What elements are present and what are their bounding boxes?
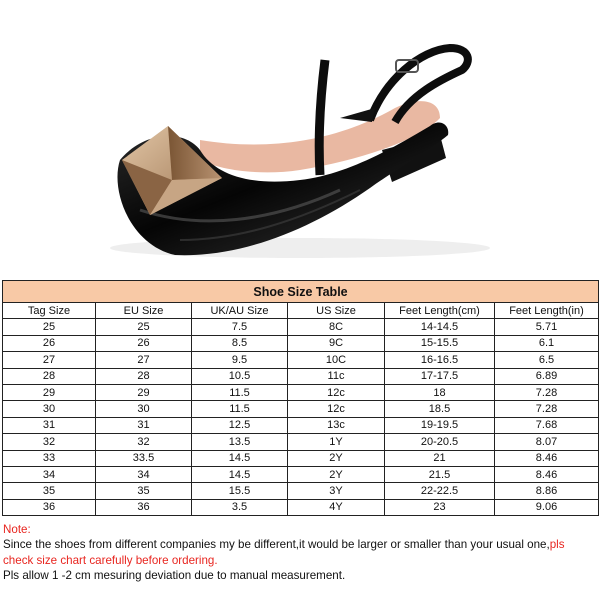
- note-warning: pls check size chart carefully before ordering.: [3, 538, 565, 567]
- table-cell: 35: [3, 483, 96, 499]
- note-line-2: Pls allow 1 -2 cm mesuring deviation due to manual measurement.: [3, 568, 346, 582]
- table-row: [3, 352, 599, 368]
- table-row: [3, 417, 599, 433]
- column-header: EU Size: [96, 303, 192, 319]
- table-cell: 16-16.5: [385, 352, 495, 368]
- table-cell: 9.5: [192, 352, 288, 368]
- table-cell: 22-22.5: [385, 483, 495, 499]
- table-cell: 33: [3, 450, 96, 466]
- table-cell: 34: [3, 466, 96, 482]
- table-cell: 29: [96, 384, 192, 400]
- table-cell: 28: [96, 368, 192, 384]
- table-cell: 30: [96, 401, 192, 417]
- table-cell: 14.5: [192, 450, 288, 466]
- table-cell: 8.46: [495, 450, 599, 466]
- table-cell: 35: [96, 483, 192, 499]
- table-cell: 33.5: [96, 450, 192, 466]
- table-cell: 9C: [288, 335, 385, 351]
- table-cell: 15-15.5: [385, 335, 495, 351]
- table-cell: 2Y: [288, 466, 385, 482]
- table-cell: 13.5: [192, 434, 288, 450]
- table-cell: 15.5: [192, 483, 288, 499]
- table-cell: 31: [96, 417, 192, 433]
- table-cell: 25: [96, 319, 192, 335]
- table-cell: 32: [3, 434, 96, 450]
- note-line-1: [3, 537, 597, 568]
- table-cell: 23: [385, 499, 495, 515]
- table-cell: 18: [385, 384, 495, 400]
- table-cell: 7.28: [495, 384, 599, 400]
- table-cell: 1Y: [288, 434, 385, 450]
- table-cell: 21.5: [385, 466, 495, 482]
- table-row: [3, 483, 599, 499]
- table-cell: 12c: [288, 384, 385, 400]
- table-row: [3, 368, 599, 384]
- table-cell: 7.28: [495, 401, 599, 417]
- table-cell: 8C: [288, 319, 385, 335]
- column-header: UK/AU Size: [192, 303, 288, 319]
- table-cell: 2Y: [288, 450, 385, 466]
- table-cell: 25: [3, 319, 96, 335]
- table-cell: 32: [96, 434, 192, 450]
- table-cell: 10C: [288, 352, 385, 368]
- table-cell: 14.5: [192, 466, 288, 482]
- table-cell: 11.5: [192, 401, 288, 417]
- table-cell: 26: [96, 335, 192, 351]
- note-text: Since the shoes from different companies my be different,it would be larger or smaller than your usual one,: [3, 538, 550, 552]
- table-cell: 27: [3, 352, 96, 368]
- table-cell: 17-17.5: [385, 368, 495, 384]
- column-header: Tag Size: [3, 303, 96, 319]
- table-row: [3, 401, 599, 417]
- table-cell: 10.5: [192, 368, 288, 384]
- table-cell: 20-20.5: [385, 434, 495, 450]
- table-body: [3, 319, 599, 516]
- table-cell: 19-19.5: [385, 417, 495, 433]
- table-cell: 6.89: [495, 368, 599, 384]
- table-cell: 14-14.5: [385, 319, 495, 335]
- table-cell: 7.5: [192, 319, 288, 335]
- table-cell: 12c: [288, 401, 385, 417]
- table-cell: 31: [3, 417, 96, 433]
- note-label: Note:: [3, 523, 31, 536]
- table-title: Shoe Size Table: [3, 281, 599, 303]
- table-row: [3, 335, 599, 351]
- column-header: Feet Length(in): [495, 303, 599, 319]
- table-cell: 11.5: [192, 384, 288, 400]
- table-cell: 13c: [288, 417, 385, 433]
- table-row: [3, 434, 599, 450]
- note-section: [3, 522, 597, 583]
- table-cell: 34: [96, 466, 192, 482]
- table-row: [3, 384, 599, 400]
- table-cell: 30: [3, 401, 96, 417]
- table-cell: 8.86: [495, 483, 599, 499]
- product-photo: [0, 0, 600, 270]
- table-cell: 6.1: [495, 335, 599, 351]
- table-cell: 26: [3, 335, 96, 351]
- table-cell: 3.5: [192, 499, 288, 515]
- table-row: [3, 466, 599, 482]
- size-table: [2, 280, 599, 516]
- table-cell: 12.5: [192, 417, 288, 433]
- table-cell: 8.5: [192, 335, 288, 351]
- table-cell: 9.06: [495, 499, 599, 515]
- table-cell: 6.5: [495, 352, 599, 368]
- table-title-row: [3, 281, 599, 303]
- table-cell: 8.07: [495, 434, 599, 450]
- table-cell: 36: [96, 499, 192, 515]
- table-cell: 21: [385, 450, 495, 466]
- table-cell: 27: [96, 352, 192, 368]
- table-cell: 4Y: [288, 499, 385, 515]
- table-row: [3, 450, 599, 466]
- table-cell: 11c: [288, 368, 385, 384]
- table-cell: 8.46: [495, 466, 599, 482]
- table-row: [3, 319, 599, 335]
- column-header: Feet Length(cm): [385, 303, 495, 319]
- table-cell: 36: [3, 499, 96, 515]
- column-header: US Size: [288, 303, 385, 319]
- table-cell: 29: [3, 384, 96, 400]
- table-row: [3, 499, 599, 515]
- table-cell: 7.68: [495, 417, 599, 433]
- shoe-illustration: [0, 0, 600, 270]
- table-header-row: [3, 303, 599, 319]
- table-cell: 28: [3, 368, 96, 384]
- table-cell: 3Y: [288, 483, 385, 499]
- table-cell: 18.5: [385, 401, 495, 417]
- table-cell: 5.71: [495, 319, 599, 335]
